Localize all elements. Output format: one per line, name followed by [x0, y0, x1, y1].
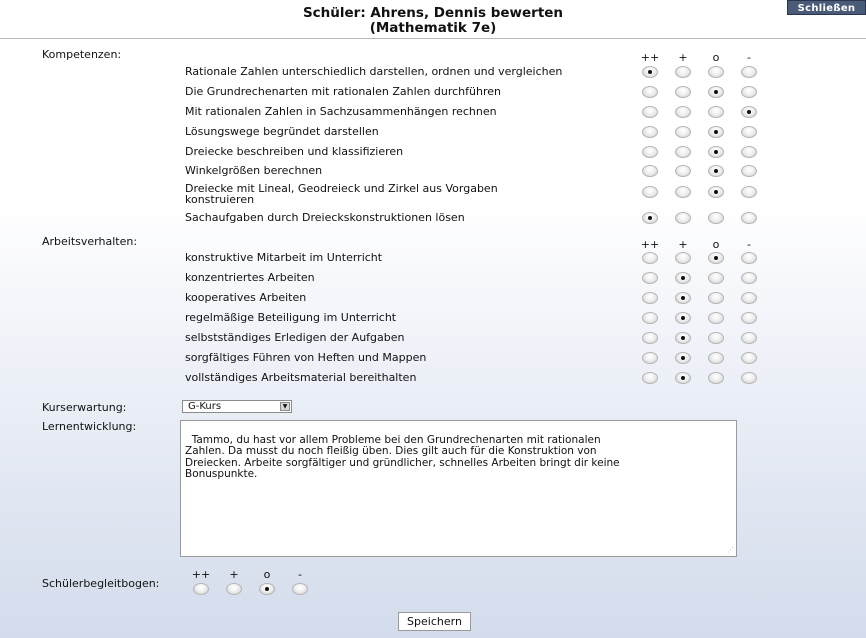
kompetenzen-radio--[interactable] [741, 66, 757, 78]
resize-grip-icon[interactable]: ⋰ [727, 546, 734, 554]
page-title-line1: Schüler: Ahrens, Dennis bewerten [302, 5, 564, 21]
arbeitsverhalten-scale-1: + [678, 238, 688, 251]
kompetenzen-item-label: Dreiecke beschreiben und klassifizieren [185, 145, 404, 158]
arbeitsverhalten-radio-o[interactable] [708, 312, 724, 324]
schuelerbegleitbogen-radio-+[interactable] [226, 583, 242, 595]
arbeitsverhalten-radio-+[interactable] [675, 292, 691, 304]
kompetenzen-radio--[interactable] [741, 126, 757, 138]
arbeitsverhalten-radio-o[interactable] [708, 352, 724, 364]
kompetenzen-item-label: Lösungswege begründet darstellen [185, 125, 379, 138]
arbeitsverhalten-label: Arbeitsverhalten: [42, 235, 138, 248]
kompetenzen-scale-1: + [678, 51, 688, 64]
kompetenzen-radio-++[interactable] [642, 165, 658, 177]
kurserwartung-select[interactable] [182, 400, 292, 413]
schuelerbegleitbogen-scale-2: o [263, 568, 271, 581]
lernentwicklung-label: Lernentwicklung: [42, 420, 137, 433]
kompetenzen-radio-o[interactable] [708, 86, 724, 98]
kompetenzen-radio-o[interactable] [708, 146, 724, 158]
kurserwartung-value: G-Kurs [188, 401, 222, 412]
kompetenzen-radio-o[interactable] [708, 186, 724, 198]
arbeitsverhalten-radio--[interactable] [741, 352, 757, 364]
kompetenzen-radio-++[interactable] [642, 186, 658, 198]
kompetenzen-radio-++[interactable] [642, 66, 658, 78]
kompetenzen-radio-+[interactable] [675, 66, 691, 78]
kompetenzen-radio-+[interactable] [675, 186, 691, 198]
arbeitsverhalten-radio-o[interactable] [708, 372, 724, 384]
page-title [0, 6, 866, 36]
lernentwicklung-text: Tammo, du hast vor allem Probleme bei den Grundrechenarten mit rationalen Zahlen. Da musst du noch fleißig üben. Dies gilt auch für die Konstruktion von Dreiecken. Arbeite sorgfältiger und gründlicher, schnelles Arbeiten bringt dir keine Bonuspunkte. [185, 433, 620, 480]
kompetenzen-radio-o[interactable] [708, 165, 724, 177]
schuelerbegleitbogen-radio-o[interactable] [259, 583, 275, 595]
arbeitsverhalten-item-label: vollständiges Arbeitsmaterial bereithalten [185, 371, 417, 384]
arbeitsverhalten-radio-+[interactable] [675, 252, 691, 264]
kompetenzen-radio-+[interactable] [675, 165, 691, 177]
arbeitsverhalten-radio-o[interactable] [708, 292, 724, 304]
kompetenzen-item-label: Die Grundrechenarten mit rationalen Zahlen durchführen [185, 85, 501, 98]
arbeitsverhalten-radio--[interactable] [741, 372, 757, 384]
kompetenzen-radio--[interactable] [741, 165, 757, 177]
arbeitsverhalten-radio--[interactable] [741, 312, 757, 324]
close-button[interactable]: Schließen [787, 0, 866, 15]
schuelerbegleitbogen-scale-1: + [229, 568, 239, 581]
kompetenzen-item-label: Rationale Zahlen unterschiedlich darstellen, ordnen und vergleichen [185, 65, 563, 78]
kompetenzen-item-label: Sachaufgaben durch Dreieckskonstruktionen lösen [185, 211, 465, 224]
kompetenzen-radio-++[interactable] [642, 86, 658, 98]
kompetenzen-radio-++[interactable] [642, 126, 658, 138]
arbeitsverhalten-scale-2: o [712, 238, 720, 251]
arbeitsverhalten-radio-++[interactable] [642, 292, 658, 304]
kompetenzen-radio-++[interactable] [642, 146, 658, 158]
arbeitsverhalten-item-label: konzentriertes Arbeiten [185, 271, 315, 284]
kompetenzen-radio-o[interactable] [708, 66, 724, 78]
arbeitsverhalten-radio--[interactable] [741, 272, 757, 284]
kompetenzen-radio-+[interactable] [675, 86, 691, 98]
schuelerbegleitbogen-scale-0: ++ [191, 568, 211, 581]
kompetenzen-item-label: Dreiecke mit Lineal, Geodreieck und Zirkel aus Vorgaben konstruieren [185, 182, 498, 206]
kompetenzen-radio--[interactable] [741, 106, 757, 118]
arbeitsverhalten-radio-++[interactable] [642, 312, 658, 324]
page-title-line2: (Mathematik 7e) [369, 20, 497, 36]
arbeitsverhalten-radio--[interactable] [741, 252, 757, 264]
kompetenzen-radio-o[interactable] [708, 212, 724, 224]
header-divider [0, 38, 866, 39]
kompetenzen-radio-+[interactable] [675, 126, 691, 138]
kompetenzen-scale-0: ++ [640, 51, 660, 64]
arbeitsverhalten-radio-+[interactable] [675, 332, 691, 344]
arbeitsverhalten-radio-++[interactable] [642, 332, 658, 344]
arbeitsverhalten-scale-0: ++ [640, 238, 660, 251]
lernentwicklung-textarea[interactable] [180, 420, 737, 557]
kompetenzen-radio--[interactable] [741, 186, 757, 198]
arbeitsverhalten-radio-++[interactable] [642, 272, 658, 284]
arbeitsverhalten-radio-+[interactable] [675, 372, 691, 384]
arbeitsverhalten-radio-+[interactable] [675, 272, 691, 284]
kompetenzen-radio-o[interactable] [708, 126, 724, 138]
kompetenzen-radio-+[interactable] [675, 146, 691, 158]
kompetenzen-radio--[interactable] [741, 146, 757, 158]
kompetenzen-radio-o[interactable] [708, 106, 724, 118]
arbeitsverhalten-radio-++[interactable] [642, 252, 658, 264]
schuelerbegleitbogen-radio--[interactable] [292, 583, 308, 595]
kompetenzen-item-label: Winkelgrößen berechnen [185, 164, 323, 177]
arbeitsverhalten-radio-o[interactable] [708, 252, 724, 264]
arbeitsverhalten-radio-+[interactable] [675, 352, 691, 364]
kompetenzen-item-label: Mit rationalen Zahlen in Sachzusammenhängen rechnen [185, 105, 497, 118]
kompetenzen-radio-+[interactable] [675, 212, 691, 224]
kompetenzen-radio-++[interactable] [642, 106, 658, 118]
kompetenzen-radio-+[interactable] [675, 106, 691, 118]
save-button[interactable]: Speichern [398, 612, 471, 631]
arbeitsverhalten-radio--[interactable] [741, 332, 757, 344]
arbeitsverhalten-radio-++[interactable] [642, 372, 658, 384]
kompetenzen-scale-3: - [747, 51, 751, 64]
kurserwartung-label: Kurserwartung: [42, 401, 127, 414]
arbeitsverhalten-item-label: konstruktive Mitarbeit im Unterricht [185, 251, 383, 264]
arbeitsverhalten-item-label: kooperatives Arbeiten [185, 291, 307, 304]
kompetenzen-scale-2: o [712, 51, 720, 64]
arbeitsverhalten-radio-o[interactable] [708, 272, 724, 284]
arbeitsverhalten-radio--[interactable] [741, 292, 757, 304]
arbeitsverhalten-radio-+[interactable] [675, 312, 691, 324]
arbeitsverhalten-radio-++[interactable] [642, 352, 658, 364]
chevron-down-icon[interactable]: ▼ [280, 402, 290, 411]
arbeitsverhalten-item-label: sorgfältiges Führen von Heften und Mappen [185, 351, 427, 364]
schuelerbegleitbogen-scale-3: - [298, 568, 302, 581]
arbeitsverhalten-scale-3: - [747, 238, 751, 251]
kompetenzen-radio-++[interactable] [642, 212, 658, 224]
schuelerbegleitbogen-label: Schülerbegleitbogen: [42, 577, 160, 590]
arbeitsverhalten-radio-o[interactable] [708, 332, 724, 344]
arbeitsverhalten-item-label: regelmäßige Beteiligung im Unterricht [185, 311, 397, 324]
kompetenzen-label: Kompetenzen: [42, 48, 122, 61]
kompetenzen-radio--[interactable] [741, 212, 757, 224]
kompetenzen-radio--[interactable] [741, 86, 757, 98]
schuelerbegleitbogen-radio-++[interactable] [193, 583, 209, 595]
arbeitsverhalten-item-label: selbstständiges Erledigen der Aufgaben [185, 331, 405, 344]
